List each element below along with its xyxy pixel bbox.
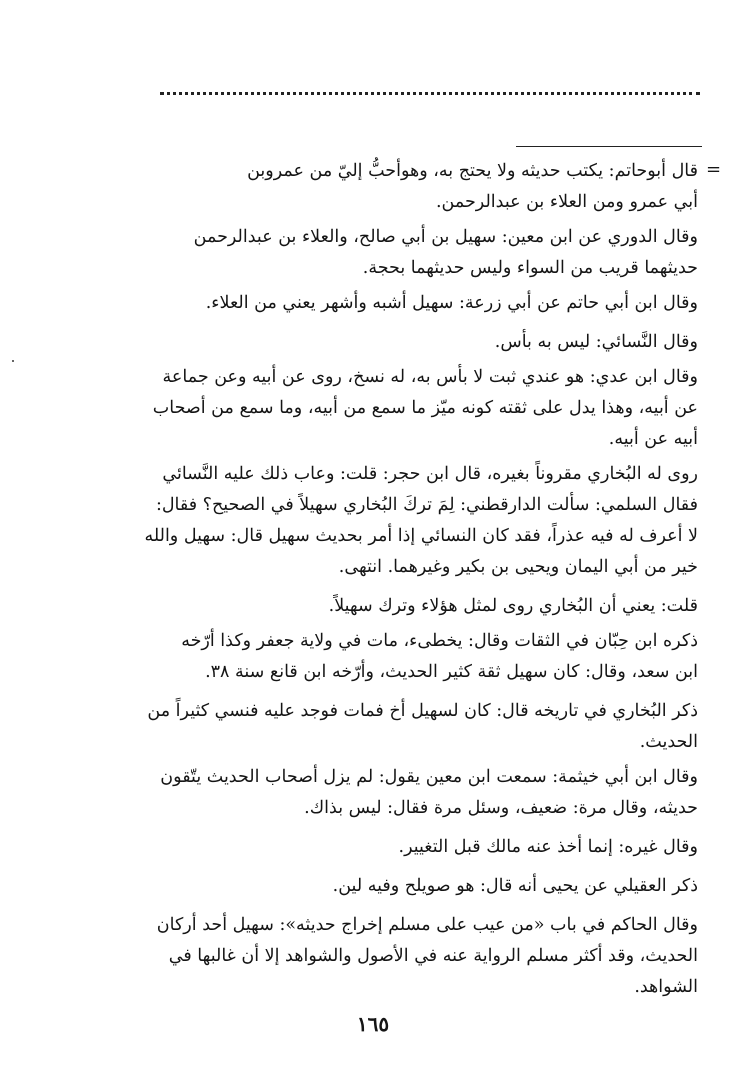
text-line: فقال السلمي: سألت الدارقطني: لِمَ تركَ البُخاري سهيلاً في الصحيح؟ فقال: bbox=[155, 495, 698, 515]
margin-speck bbox=[12, 360, 14, 362]
paragraph-nasai bbox=[138, 327, 698, 358]
paragraph-ghayruhu bbox=[138, 832, 698, 863]
text-line: وقال ابن أبي حاتم عن أبي زرعة: سهيل أشبه وأشهر يعني من العلاء. bbox=[205, 293, 698, 313]
text-line: الشواهد. bbox=[634, 977, 698, 997]
text-line: وقال ابن أبي خيثمة: سمعت ابن معين يقول: لم يزل أصحاب الحديث يتّقون bbox=[160, 767, 698, 787]
paragraph-uqayli bbox=[138, 871, 698, 902]
paragraph-hakim bbox=[138, 910, 698, 1003]
dotted-ornament-line bbox=[160, 92, 700, 105]
section-rule bbox=[516, 146, 702, 147]
text-line: الحديث. bbox=[639, 732, 698, 752]
text-line: أبي عمرو ومن العلاء بن عبدالرحمن. bbox=[435, 192, 698, 212]
paragraph-qultu bbox=[138, 591, 698, 622]
text-line: عن أبيه، وهذا يدل على ثقته كونه ميّز ما سمع من أبيه، وما سمع من أصحاب bbox=[152, 398, 698, 418]
paragraph-ibn-abi-khaythama bbox=[138, 762, 698, 824]
text-line: لا أعرف له فيه عذراً، فقد كان النسائي إذا أمر بحديث سهيل قال: سهيل والله bbox=[144, 526, 698, 546]
paragraph-bukhari-maqrunan bbox=[138, 459, 698, 583]
text-line: قلت: يعني أن البُخاري روى لمثل هؤلاء وترك سهيلاً. bbox=[328, 596, 698, 616]
text-line: وقال النَّسائي: ليس به بأس. bbox=[494, 332, 698, 352]
paragraph-ibn-hibban bbox=[138, 626, 698, 688]
text-line: الحديث، وقد أكثر مسلم الرواية عنه في الأصول والشواهد إلا أن غالبها في bbox=[168, 946, 698, 966]
text-line: ذكره ابن حِبّان في الثقات وقال: يخطىء، مات في ولاية جعفر وكذا أرّخه bbox=[181, 631, 698, 651]
text-line: حديثهما قريب من السواء وليس حديثهما بحجة. bbox=[362, 258, 698, 278]
paragraph-ibn-adi bbox=[138, 362, 698, 455]
text-line: وقال الحاكم في باب «من عيب على مسلم إخراج حديثه»: سهيل أحد أركان bbox=[156, 915, 698, 935]
main-text bbox=[138, 156, 698, 1007]
text-line: ذكر البُخاري في تاريخه قال: كان لسهيل أخ فمات فوجد عليه فنسي كثيراً من bbox=[147, 701, 698, 721]
text-line: أبيه عن أبيه. bbox=[608, 429, 698, 449]
text-line: قال أبوحاتم: يكتب حديثه ولا يحتج به، وهوأحبُّ إليّ من عمروبن bbox=[247, 161, 698, 181]
text-line: ذكر العقيلي عن يحيى أنه قال: هو صويلح وفيه لين. bbox=[332, 876, 698, 896]
paragraph-abu-zura bbox=[138, 288, 698, 319]
page-number: ١٦٥ bbox=[356, 1012, 390, 1036]
text-line: وقال ابن عدي: هو عندي ثبت لا بأس به، له نسخ، روى عن أبيه وعن جماعة bbox=[162, 367, 698, 387]
paragraph-abu-hatim bbox=[138, 156, 698, 218]
text-line: وقال غيره: إنما أخذ عنه مالك قبل التغيير. bbox=[398, 837, 698, 857]
text-line: ابن سعد، وقال: كان سهيل ثقة كثير الحديث، وأرّخه ابن قانع سنة ٣٨. bbox=[205, 662, 698, 682]
paragraph-duri bbox=[138, 222, 698, 284]
paragraph-tarikh bbox=[138, 696, 698, 758]
text-line: خير من أبي اليمان ويحيى بن بكير وغيرهما. انتهى. bbox=[338, 557, 698, 577]
continuation-mark: = bbox=[706, 159, 722, 180]
text-line: روى له البُخاري مقروناً بغيره، قال ابن حجر: قلت: وعاب ذلك عليه النَّسائي bbox=[162, 464, 698, 484]
text-line: وقال الدوري عن ابن معين: سهيل بن أبي صالح، والعلاء بن عبدالرحمن bbox=[193, 227, 698, 247]
text-line: حديثه، وقال مرة: ضعيف، وسئل مرة فقال: ليس بذاك. bbox=[304, 798, 698, 818]
